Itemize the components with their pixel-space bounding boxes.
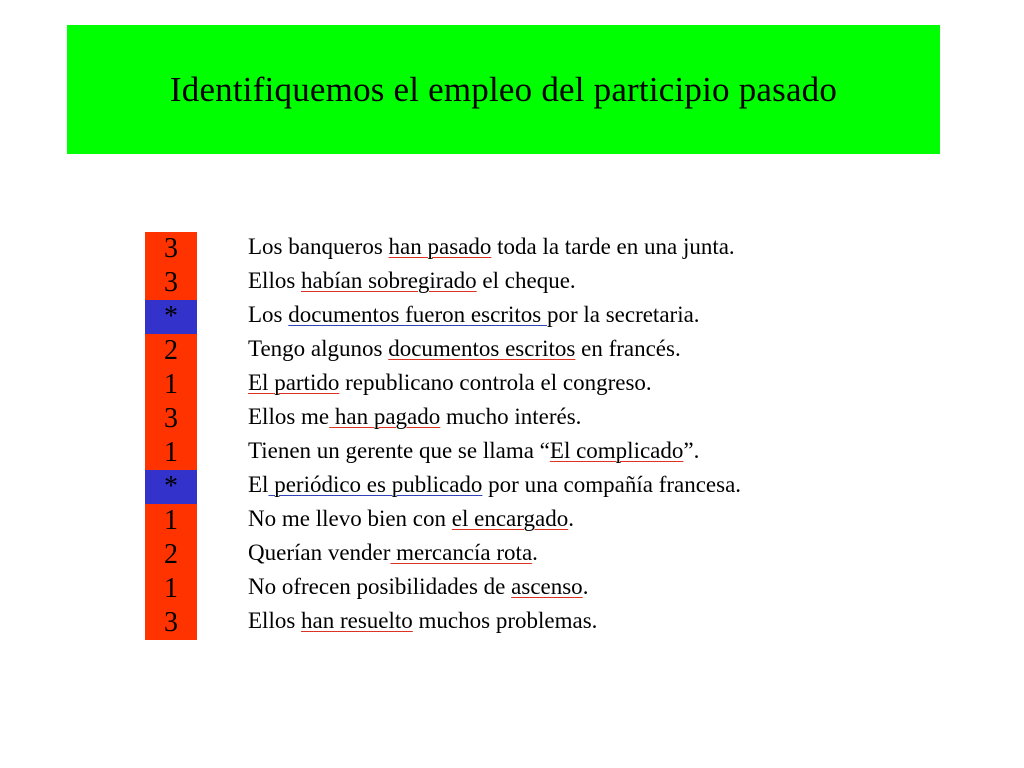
answer-number-cell: 2 [145, 334, 197, 368]
underlined-participle: han resuelto [301, 608, 413, 633]
underlined-participle: mercancía rota [390, 540, 533, 565]
sentence-text: muchos problemas. [412, 608, 598, 633]
sentence-text: . [568, 506, 574, 531]
underlined-participle: ascenso [511, 574, 583, 599]
answer-number-cell: 1 [145, 436, 197, 470]
sentence-text: Los banqueros [248, 234, 389, 259]
sentence-text: toda la tarde en una junta. [491, 234, 735, 259]
answer-number-cell: 3 [145, 606, 197, 640]
sentence-line [248, 606, 741, 640]
answer-number-cell: 1 [145, 572, 197, 606]
sentence-line [248, 368, 741, 402]
sentence-text: Los [248, 302, 289, 327]
sentence-text: No me llevo bien con [248, 506, 452, 531]
answer-star-cell: * [145, 300, 197, 334]
sentence-text: republicano controla el congreso. [339, 370, 652, 395]
underlined-participle: han pagado [329, 404, 441, 429]
sentence-text: por la secretaria. [546, 302, 700, 327]
sentence-line [248, 436, 741, 470]
sentence-text: el cheque. [476, 268, 576, 293]
answer-number-column [145, 232, 197, 640]
sentence-text: mucho interés. [440, 404, 582, 429]
underlined-participle: el encargado [451, 506, 569, 531]
sentence-text: El [248, 472, 269, 497]
underlined-participle: han pasado [388, 234, 492, 259]
underlined-participle: periódico es publicado [268, 472, 483, 497]
sentence-text: ”. [683, 438, 700, 463]
sentence-text: No ofrecen posibilidades de [248, 574, 512, 599]
answer-number-cell: 3 [145, 232, 197, 266]
slide-title: Identifiquemos el empleo del participio pasado [169, 69, 838, 109]
answer-number-cell: 1 [145, 368, 197, 402]
sentence-line [248, 266, 741, 300]
sentence-line [248, 470, 741, 504]
answer-number-cell: 3 [145, 266, 197, 300]
underlined-participle: El partido [248, 370, 340, 395]
title-banner [67, 25, 940, 154]
underlined-participle: El complicado [549, 438, 684, 463]
sentence-list [248, 232, 741, 640]
sentence-text: . [532, 540, 538, 565]
sentence-line [248, 572, 741, 606]
sentence-text: . [582, 574, 589, 599]
underlined-participle: documentos fueron escritos [288, 302, 547, 327]
sentence-line [248, 402, 741, 436]
underlined-participle: documentos escritos [388, 336, 576, 361]
sentence-text: Ellos [248, 268, 302, 293]
sentence-text: Tienen un gerente que se llama “ [248, 438, 550, 463]
sentence-text: por una compañía francesa. [482, 472, 742, 497]
sentence-line [248, 232, 741, 266]
sentence-text: Ellos [248, 608, 302, 633]
answer-number-cell: 3 [145, 402, 197, 436]
sentence-line [248, 538, 741, 572]
sentence-line [248, 300, 741, 334]
answer-number-cell: 2 [145, 538, 197, 572]
sentence-text: Tengo algunos [248, 336, 389, 361]
sentence-line [248, 504, 741, 538]
sentence-text: Ellos me [248, 404, 330, 429]
answer-number-cell: 1 [145, 504, 197, 538]
sentence-text: Querían vender [248, 540, 391, 565]
sentence-line [248, 334, 741, 368]
underlined-participle: habían sobregirado [301, 268, 477, 293]
sentence-text: en francés. [575, 336, 681, 361]
answer-star-cell: * [145, 470, 197, 504]
